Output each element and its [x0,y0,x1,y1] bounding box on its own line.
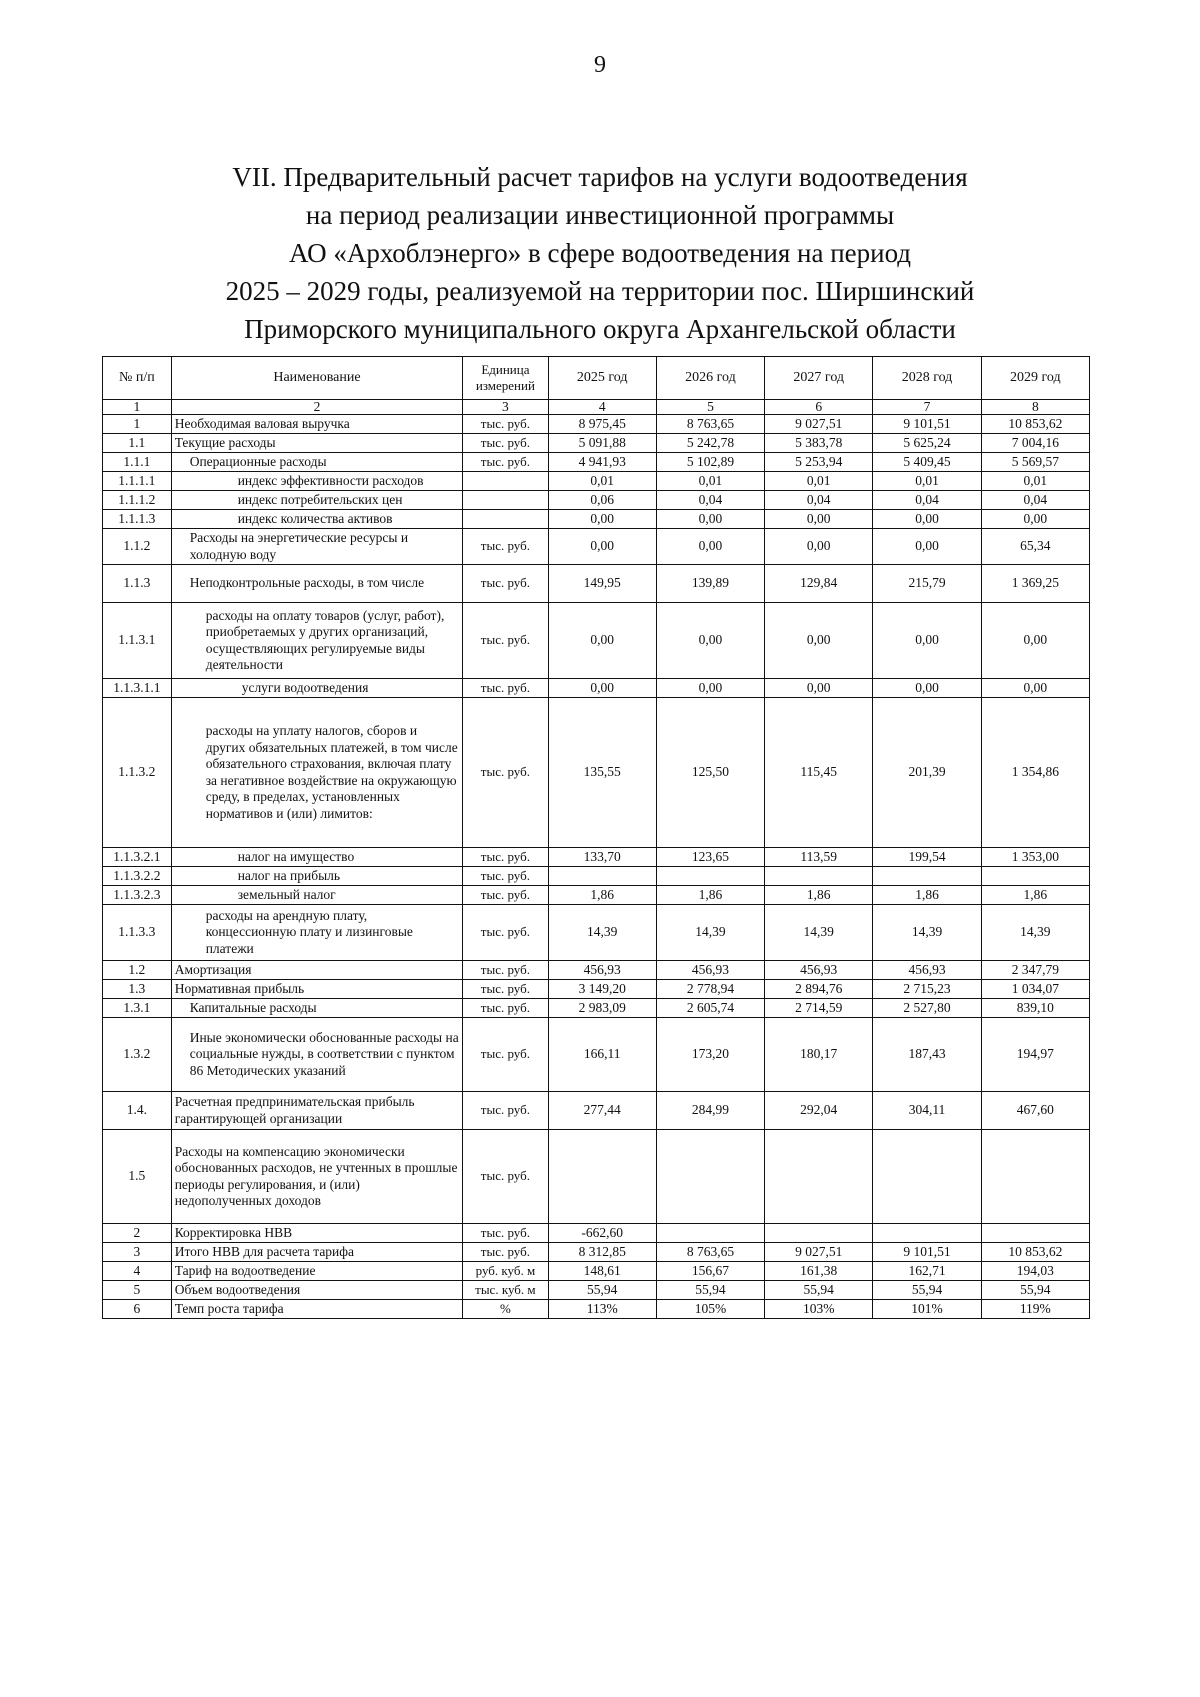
row-value: 161,38 [765,1262,873,1281]
row-value: 456,93 [656,961,764,980]
row-value: 0,01 [548,472,656,491]
row-number: 5 [103,1281,172,1300]
row-value: 1,86 [548,886,656,905]
row-value: 0,00 [765,603,873,679]
row-value: 0,00 [548,603,656,679]
row-unit: тыс. руб. [463,698,548,848]
row-name: Амортизация [171,961,463,980]
row-value: 0,01 [873,472,981,491]
row-value: 0,00 [656,603,764,679]
row-value: 0,04 [765,491,873,510]
row-value [873,1130,981,1224]
row-value: 2 605,74 [656,999,764,1018]
row-value: 292,04 [765,1092,873,1130]
row-value [873,867,981,886]
table-row [103,867,1090,886]
row-value: 8 763,65 [656,415,764,434]
row-value: 1 369,25 [981,565,1089,603]
row-value: 10 853,62 [981,1243,1089,1262]
row-number: 1.1.1.2 [103,491,172,510]
row-unit: тыс. руб. [463,603,548,679]
row-value: 8 763,65 [656,1243,764,1262]
row-value: 0,00 [548,510,656,529]
header-cell: 2026 год [656,357,764,400]
row-value: 149,95 [548,565,656,603]
row-unit: тыс. руб. [463,905,548,961]
row-unit: тыс. руб. [463,867,548,886]
row-value: 125,50 [656,698,764,848]
row-value [765,1224,873,1243]
row-number: 4 [103,1262,172,1281]
header-cell: № п/п [103,357,172,400]
column-numbers-row [103,400,1090,415]
table-row [103,886,1090,905]
row-value: 55,94 [873,1281,981,1300]
row-value: 9 027,51 [765,415,873,434]
row-name: Текущие расходы [171,434,463,453]
row-value: 0,00 [656,529,764,565]
row-name: Расходы на компенсацию экономически обоснованных расходов, не учтенных в прошлые периоды регулирования, и (или) недополученных доходов [171,1130,463,1224]
row-number: 1.1.3 [103,565,172,603]
row-value: 55,94 [981,1281,1089,1300]
row-unit: тыс. руб. [463,415,548,434]
column-number: 3 [463,400,548,415]
title-line: АО «Архоблэнерго» в сфере водоотведения на период [288,238,912,268]
row-value: 0,00 [873,510,981,529]
row-value: 304,11 [873,1092,981,1130]
row-number: 3 [103,1243,172,1262]
row-unit: тыс. руб. [463,434,548,453]
row-value [981,1224,1089,1243]
row-value: 101% [873,1300,981,1319]
row-unit: тыс. руб. [463,1130,548,1224]
table-row [103,1281,1090,1300]
row-value: 14,39 [981,905,1089,961]
row-value: 0,00 [656,679,764,698]
table-row [103,453,1090,472]
page-title [130,158,1070,348]
row-value: 5 409,45 [873,453,981,472]
row-value: 129,84 [765,565,873,603]
table-row [103,529,1090,565]
row-value: 10 853,62 [981,415,1089,434]
row-value: 187,43 [873,1018,981,1092]
table-row [103,1243,1090,1262]
row-value: 8 312,85 [548,1243,656,1262]
tariff-table [102,356,1090,1319]
row-value: 4 941,93 [548,453,656,472]
row-value: 0,00 [656,510,764,529]
row-value: 55,94 [656,1281,764,1300]
title-line: VII. Предварительный расчет тарифов на услуги водоотведения [232,162,968,192]
row-value: 0,00 [873,603,981,679]
row-value: 0,04 [981,491,1089,510]
row-value [981,867,1089,886]
column-number: 8 [981,400,1089,415]
page-number: 9 [594,52,606,78]
row-unit: тыс. руб. [463,1243,548,1262]
row-unit: тыс. руб. [463,679,548,698]
row-name: услуги водоотведения [171,679,463,698]
table-header-row [103,357,1090,400]
row-number: 1.1.3.2.2 [103,867,172,886]
row-number: 1.1.3.1.1 [103,679,172,698]
table-row [103,510,1090,529]
row-value: 9 101,51 [873,1243,981,1262]
row-unit [463,510,548,529]
row-value: 65,34 [981,529,1089,565]
row-value: 113% [548,1300,656,1319]
row-value [656,867,764,886]
row-value: 133,70 [548,848,656,867]
row-name: Объем водоотведения [171,1281,463,1300]
row-number: 1.3 [103,980,172,999]
table-row [103,434,1090,453]
row-value: 0,04 [656,491,764,510]
row-unit: тыс. руб. [463,565,548,603]
row-value: 2 347,79 [981,961,1089,980]
row-name: Нормативная прибыль [171,980,463,999]
row-value: 148,61 [548,1262,656,1281]
row-value: 1 354,86 [981,698,1089,848]
row-number: 1.1.3.2.3 [103,886,172,905]
row-unit: руб. куб. м [463,1262,548,1281]
row-unit: тыс. руб. [463,453,548,472]
table-row [103,472,1090,491]
row-unit [463,472,548,491]
row-value: 14,39 [873,905,981,961]
row-value: 194,97 [981,1018,1089,1092]
table-row [103,905,1090,961]
row-unit: тыс. руб. [463,886,548,905]
row-number: 6 [103,1300,172,1319]
row-name: Корректировка НВВ [171,1224,463,1243]
column-number: 4 [548,400,656,415]
row-number: 1.1.3.3 [103,905,172,961]
row-value: 123,65 [656,848,764,867]
header-cell: 2029 год [981,357,1089,400]
row-value: 14,39 [548,905,656,961]
row-value: 0,00 [873,679,981,698]
row-value [873,1224,981,1243]
row-name: индекс потребительских цен [171,491,463,510]
table-row [103,1224,1090,1243]
row-value: 1,86 [981,886,1089,905]
row-value: 0,00 [765,529,873,565]
row-value: 2 527,80 [873,999,981,1018]
row-value: 9 027,51 [765,1243,873,1262]
row-unit: тыс. руб. [463,1018,548,1092]
row-unit: % [463,1300,548,1319]
row-number: 1 [103,415,172,434]
row-name: расходы на уплату налогов, сборов и других обязательных платежей, в том числе обязательного страхования, включая плату за негативное воздействие на окружающую среду, в пределах, установленных нормативов и (или) лимитов: [171,698,463,848]
row-value: 2 894,76 [765,980,873,999]
row-value: 180,17 [765,1018,873,1092]
row-value [548,1130,656,1224]
row-value [656,1224,764,1243]
table-row [103,491,1090,510]
row-value: 135,55 [548,698,656,848]
row-value: 103% [765,1300,873,1319]
row-number: 1.1.3.2 [103,698,172,848]
title-line: Приморского муниципального округа Архангельской области [244,314,956,344]
row-value: 14,39 [765,905,873,961]
row-number: 1.1.1.1 [103,472,172,491]
row-number: 1.5 [103,1130,172,1224]
row-number: 1.3.1 [103,999,172,1018]
table-row [103,698,1090,848]
row-name: налог на прибыль [171,867,463,886]
row-number: 1.1.3.2.1 [103,848,172,867]
row-unit: тыс. руб. [463,1092,548,1130]
row-value: -662,60 [548,1224,656,1243]
row-value [765,1130,873,1224]
row-name: Расчетная предпринимательская прибыль гарантирующей организации [171,1092,463,1130]
row-value: 0,00 [765,510,873,529]
row-unit: тыс. руб. [463,1224,548,1243]
column-number: 1 [103,400,172,415]
row-value: 0,01 [656,472,764,491]
row-name: земельный налог [171,886,463,905]
row-name: Итого НВВ для расчета тарифа [171,1243,463,1262]
row-value: 2 715,23 [873,980,981,999]
row-name: Необходимая валовая выручка [171,415,463,434]
row-value: 0,06 [548,491,656,510]
row-value: 467,60 [981,1092,1089,1130]
table-row [103,679,1090,698]
row-unit: тыс. руб. [463,848,548,867]
row-number: 2 [103,1224,172,1243]
row-value: 119% [981,1300,1089,1319]
row-value: 0,01 [765,472,873,491]
row-value: 0,00 [981,510,1089,529]
table-row [103,1300,1090,1319]
table-row [103,999,1090,1018]
row-value: 2 778,94 [656,980,764,999]
row-value: 162,71 [873,1262,981,1281]
row-number: 1.2 [103,961,172,980]
row-value: 5 102,89 [656,453,764,472]
table-row [103,1130,1090,1224]
row-value: 839,10 [981,999,1089,1018]
header-cell: 2028 год [873,357,981,400]
row-name: индекс эффективности расходов [171,472,463,491]
row-name: Темп роста тарифа [171,1300,463,1319]
row-value: 201,39 [873,698,981,848]
row-value: 0,00 [765,679,873,698]
header-cell: 2025 год [548,357,656,400]
row-name: расходы на оплату товаров (услуг, работ), приобретаемых у других организаций, осуществляющих регулируемые виды деятельности [171,603,463,679]
row-unit: тыс. руб. [463,961,548,980]
row-value [765,867,873,886]
row-value: 1,86 [656,886,764,905]
row-name: индекс количества активов [171,510,463,529]
row-number: 1.1.3.1 [103,603,172,679]
row-value: 1,86 [765,886,873,905]
header-cell: Единица измерений [463,357,548,400]
column-number: 6 [765,400,873,415]
row-value: 5 091,88 [548,434,656,453]
row-unit: тыс. руб. [463,980,548,999]
column-number: 5 [656,400,764,415]
row-value: 2 983,09 [548,999,656,1018]
row-value: 215,79 [873,565,981,603]
row-value: 7 004,16 [981,434,1089,453]
row-value: 0,00 [548,529,656,565]
row-name: Операционные расходы [171,453,463,472]
row-value: 113,59 [765,848,873,867]
row-unit [463,491,548,510]
table-row [103,980,1090,999]
table-row [103,415,1090,434]
table-row [103,848,1090,867]
row-value: 0,00 [981,603,1089,679]
table-row [103,1262,1090,1281]
row-number: 1.1 [103,434,172,453]
table-row [103,961,1090,980]
header-cell: Наименование [171,357,463,400]
row-value: 173,20 [656,1018,764,1092]
row-value: 5 383,78 [765,434,873,453]
row-number: 1.1.1.3 [103,510,172,529]
row-value: 0,04 [873,491,981,510]
row-value: 55,94 [548,1281,656,1300]
table-row [103,603,1090,679]
row-value: 166,11 [548,1018,656,1092]
row-name: налог на имущество [171,848,463,867]
table-row [103,1092,1090,1130]
row-value: 139,89 [656,565,764,603]
row-value: 0,00 [873,529,981,565]
column-number: 2 [171,400,463,415]
row-number: 1.3.2 [103,1018,172,1092]
row-value: 55,94 [765,1281,873,1300]
row-name: расходы на арендную плату, концессионную плату и лизинговые платежи [171,905,463,961]
column-number: 7 [873,400,981,415]
title-line: 2025 – 2029 годы, реализуемой на территории пос. Ширшинский [225,276,975,306]
row-value: 1 034,07 [981,980,1089,999]
row-unit: тыс. куб. м [463,1281,548,1300]
row-value: 5 569,57 [981,453,1089,472]
row-value [548,867,656,886]
row-value: 0,00 [548,679,656,698]
row-value: 456,93 [765,961,873,980]
row-number: 1.4. [103,1092,172,1130]
row-value: 284,99 [656,1092,764,1130]
row-value: 5 242,78 [656,434,764,453]
row-value: 14,39 [656,905,764,961]
row-value: 456,93 [548,961,656,980]
row-value: 277,44 [548,1092,656,1130]
row-number: 1.1.2 [103,529,172,565]
row-value: 105% [656,1300,764,1319]
row-value: 194,03 [981,1262,1089,1281]
row-value: 456,93 [873,961,981,980]
row-name: Неподконтрольные расходы, в том числе [171,565,463,603]
row-value: 1 353,00 [981,848,1089,867]
row-value [981,1130,1089,1224]
row-value: 0,00 [981,679,1089,698]
row-value: 115,45 [765,698,873,848]
table-row [103,565,1090,603]
row-value [656,1130,764,1224]
row-value: 5 625,24 [873,434,981,453]
row-value: 5 253,94 [765,453,873,472]
row-number: 1.1.1 [103,453,172,472]
row-value: 3 149,20 [548,980,656,999]
row-value: 9 101,51 [873,415,981,434]
row-name: Иные экономически обоснованные расходы на социальные нужды, в соответствии с пунктом 86 Методических указаний [171,1018,463,1092]
row-name: Капитальные расходы [171,999,463,1018]
row-value: 8 975,45 [548,415,656,434]
row-value: 156,67 [656,1262,764,1281]
header-cell: 2027 год [765,357,873,400]
row-unit: тыс. руб. [463,529,548,565]
row-value: 199,54 [873,848,981,867]
row-value: 2 714,59 [765,999,873,1018]
row-value: 0,01 [981,472,1089,491]
row-value: 1,86 [873,886,981,905]
row-name: Расходы на энергетические ресурсы и холодную воду [171,529,463,565]
table-row [103,1018,1090,1092]
title-line: на период реализации инвестиционной программы [305,200,895,230]
row-unit: тыс. руб. [463,999,548,1018]
row-name: Тариф на водоотведение [171,1262,463,1281]
